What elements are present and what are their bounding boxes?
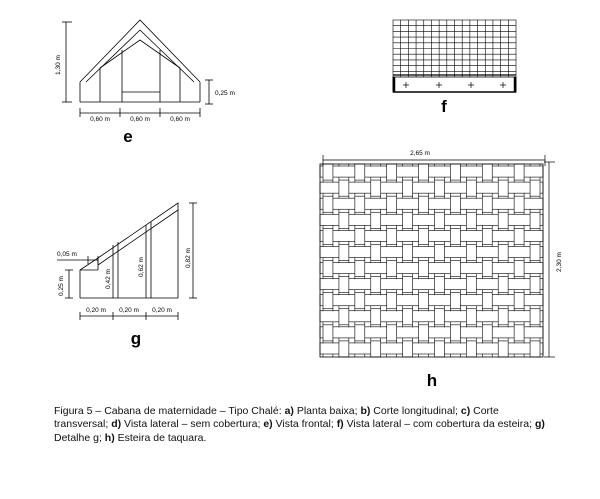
vertical-strip-segment <box>498 277 508 293</box>
caption-item-key: c) <box>460 405 471 417</box>
vertical-strip-segment <box>323 228 333 244</box>
vertical-strip-segment <box>514 228 524 244</box>
vertical-strip-segment <box>419 325 429 341</box>
horizontal-strip <box>320 279 543 290</box>
vertical-strip-segment <box>339 341 349 357</box>
vertical-strip-segment <box>482 196 492 212</box>
vertical-strip-segment <box>387 325 397 341</box>
figure-e-width-label-2: 0,60 m <box>130 116 150 123</box>
vertical-strip-segment <box>466 244 476 260</box>
detail-outline <box>80 203 178 298</box>
vertical-strip-segment <box>387 164 397 180</box>
figure-g-detail <box>57 203 197 320</box>
vertical-strip-segment <box>339 212 349 228</box>
vertical-strip-segment <box>355 228 365 244</box>
vertical-strip-segment <box>482 293 492 309</box>
caption-item-text: Esteira de taquara. <box>114 431 207 444</box>
vertical-strip-segment <box>387 261 397 277</box>
vertical-strip-segment <box>514 325 524 341</box>
figure-e-width-label-1: 0,60 m <box>90 116 110 123</box>
caption-item-text: Vista frontal; <box>272 418 337 431</box>
figure-h-height-label: 2,30 m <box>556 252 563 272</box>
vertical-strip-segment <box>355 196 365 212</box>
vertical-strip-segment <box>435 212 445 228</box>
woven-mat <box>320 164 543 357</box>
cabin-base <box>393 77 516 92</box>
figure-e-height-label: 1,30 m <box>55 55 62 75</box>
vertical-strip-segment <box>498 180 508 196</box>
vertical-strip-segment <box>371 180 381 196</box>
horizontal-strip <box>320 230 543 241</box>
vertical-strip-segment <box>514 293 524 309</box>
vertical-strip-segment <box>339 277 349 293</box>
horizontal-strip <box>320 214 543 225</box>
roof-outer-line <box>80 20 200 82</box>
caption-item-key: b) <box>360 405 371 417</box>
horizontal-strip <box>320 166 543 177</box>
figure-g-width-label-2: 0,20 m <box>119 307 139 314</box>
vertical-strip-segment <box>403 244 413 260</box>
caption-item-text: Corte longitudinal; <box>370 405 461 417</box>
vertical-strip-segment <box>530 341 540 357</box>
vertical-strip-segment <box>403 341 413 357</box>
figure-g-letter: g <box>130 329 142 348</box>
horizontal-strip <box>320 343 543 354</box>
figure-g-width-label-1: 0,20 m <box>86 307 106 314</box>
caption-item-text: Vista lateral – sem cobertura; <box>121 418 264 431</box>
figure-g-left-label: 0,25 m <box>58 276 65 296</box>
figure-h-width-label: 2,65 m <box>410 150 430 157</box>
figure-h-bamboo-mat <box>320 155 555 357</box>
vertical-strip-segment <box>466 212 476 228</box>
vertical-strip-segment <box>387 228 397 244</box>
caption-item-key: a) <box>284 405 294 417</box>
figure-g-width-label-3: 0,20 m <box>152 307 172 314</box>
vertical-strip-segment <box>419 228 429 244</box>
vertical-strip-segment <box>419 293 429 309</box>
figure-e-width-label-3: 0,60 m <box>170 116 190 123</box>
vertical-strip-segment <box>450 293 460 309</box>
vertical-strip-segment <box>323 196 333 212</box>
caption-item-key: g) <box>534 418 545 431</box>
vertical-strip-segment <box>450 261 460 277</box>
horizontal-strip <box>320 198 543 209</box>
vertical-strip-segment <box>482 261 492 277</box>
detail-inner-slope <box>98 210 178 265</box>
caption-item-text: Corte transversal; <box>54 405 499 431</box>
figure-g-h1-label: 0,42 m <box>105 269 112 289</box>
vertical-strip-segment <box>514 164 524 180</box>
vertical-strip-segment <box>498 212 508 228</box>
vertical-strip-segment <box>323 261 333 277</box>
horizontal-strip <box>320 182 543 193</box>
vertical-strip-segment <box>482 325 492 341</box>
vertical-strip-segment <box>514 261 524 277</box>
figure-caption <box>54 405 554 445</box>
mat-grid <box>393 20 516 77</box>
vertical-strip-segment <box>482 164 492 180</box>
vertical-strip-segment <box>339 244 349 260</box>
vertical-strip-segment <box>387 293 397 309</box>
vertical-strip-segment <box>466 309 476 325</box>
vertical-strip-segment <box>355 325 365 341</box>
figure-g-h3-label: 0,82 m <box>185 248 192 268</box>
figure-f-letter: f <box>441 97 447 116</box>
vertical-strip-segment <box>530 277 540 293</box>
vertical-strip-segment <box>530 309 540 325</box>
vertical-strip-segment <box>323 325 333 341</box>
vertical-strip-segment <box>466 277 476 293</box>
vertical-strip-segment <box>387 196 397 212</box>
vertical-strip-segment <box>403 180 413 196</box>
vertical-strip-segment <box>403 212 413 228</box>
vertical-strip-segment <box>466 180 476 196</box>
vertical-strip-segment <box>450 228 460 244</box>
vertical-strip-segment <box>435 309 445 325</box>
roof-inner-line <box>86 30 194 82</box>
vertical-strip-segment <box>371 277 381 293</box>
figure-f-side-view <box>393 20 516 92</box>
figure-e-front-view <box>62 20 213 117</box>
horizontal-strip <box>320 295 543 306</box>
caption-item-key: h) <box>104 431 115 444</box>
vertical-strip-segment <box>371 244 381 260</box>
caption-item-text: Detalhe g; <box>54 431 105 444</box>
vertical-strip-segment <box>339 180 349 196</box>
vertical-strip-segment <box>355 164 365 180</box>
vertical-strip-segment <box>355 261 365 277</box>
vertical-strip-segment <box>530 244 540 260</box>
vertical-strip-segment <box>323 293 333 309</box>
vertical-strip-segment <box>323 164 333 180</box>
figure-e-side-label: 0,25 m <box>215 90 235 97</box>
horizontal-strip <box>320 263 543 274</box>
vertical-strip-segment <box>371 309 381 325</box>
vertical-strip-segment <box>403 277 413 293</box>
vertical-strip-segment <box>466 341 476 357</box>
vertical-strip-segment <box>419 196 429 212</box>
vertical-strip-segment <box>435 341 445 357</box>
vertical-strip-segment <box>355 293 365 309</box>
vertical-strip-segment <box>371 341 381 357</box>
vertical-strip-segment <box>371 212 381 228</box>
caption-item-text: Planta baixa; <box>293 405 361 417</box>
vertical-strip-segment <box>530 180 540 196</box>
vertical-strip-segment <box>419 164 429 180</box>
caption-prefix: Figura 5 – Cabana de maternidade – Tipo Chalé: <box>54 405 285 417</box>
vertical-strip-segment <box>450 325 460 341</box>
vertical-strip-segment <box>514 196 524 212</box>
vertical-strip-segment <box>498 341 508 357</box>
vertical-strip-segment <box>435 277 445 293</box>
figure-e-letter: e <box>123 127 133 146</box>
vertical-strip-segment <box>450 164 460 180</box>
caption-item-key: e) <box>263 418 273 431</box>
vertical-strip-segment <box>450 196 460 212</box>
vertical-strip-segment <box>419 261 429 277</box>
vertical-strip-segment <box>435 180 445 196</box>
figure-g-h2-label: 0,62 m <box>138 257 145 277</box>
caption-item-key: f) <box>336 418 344 431</box>
vertical-strip-segment <box>482 228 492 244</box>
figure-h-letter: h <box>426 371 438 390</box>
vertical-strip-segment <box>435 244 445 260</box>
horizontal-strip <box>320 246 543 257</box>
horizontal-strip <box>320 311 543 322</box>
vertical-strip-segment <box>530 212 540 228</box>
vertical-strip-segment <box>339 309 349 325</box>
vertical-strip-segment <box>498 244 508 260</box>
figure-g-top-label: 0,05 m <box>57 251 77 258</box>
caption-item-text: Vista lateral – com cobertura da esteira; <box>343 418 535 431</box>
caption-item-key: d) <box>111 418 122 431</box>
vertical-strip-segment <box>403 309 413 325</box>
horizontal-strip <box>320 327 543 338</box>
vertical-strip-segment <box>498 309 508 325</box>
